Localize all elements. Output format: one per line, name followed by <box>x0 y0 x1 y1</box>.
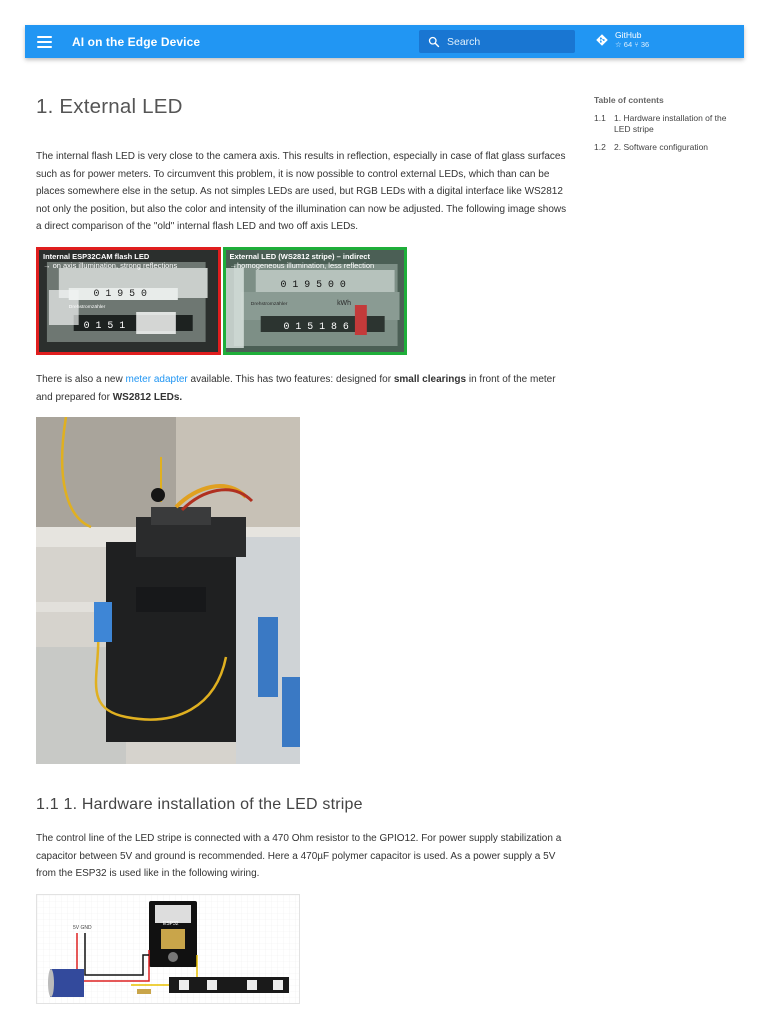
svg-text:Drehstromzähler: Drehstromzähler <box>250 301 287 308</box>
svg-text:ESP32: ESP32 <box>163 921 179 927</box>
toc-item-number: 1.1 <box>594 113 606 123</box>
led-comparison-image <box>36 247 407 355</box>
toc-item-software[interactable] <box>594 142 734 153</box>
menu-icon[interactable] <box>37 36 52 48</box>
adapter-paragraph: There is also a new meter adapter available. This has two features: designed for small clearings in front of the meter and prepared for WS2812 LEDs. <box>36 374 556 403</box>
section-heading-hardware: 1.1 1. Hardware installation of the LED stripe <box>36 796 363 813</box>
page-title: 1. External LED <box>36 95 183 118</box>
toc-item-hardware[interactable] <box>594 113 734 135</box>
svg-text:kWh: kWh <box>336 299 351 308</box>
internal-led-title: Internal ESP32CAM flash LED <box>43 252 150 261</box>
repo-stats: ☆ 64 ⑂ 36 <box>615 40 650 49</box>
search-box[interactable] <box>419 30 575 53</box>
github-repo-link[interactable] <box>595 30 649 49</box>
site-title[interactable]: AI on the Edge Device <box>72 34 201 49</box>
repo-name: GitHub <box>615 30 642 40</box>
svg-text:5V GND: 5V GND <box>73 925 92 931</box>
svg-text:0 1 9 5 0 0: 0 1 9 5 0 0 <box>280 278 346 291</box>
meter-adapter-photo <box>36 417 300 764</box>
svg-text:0 1 5 1: 0 1 5 1 <box>83 319 126 332</box>
intro-paragraph: The internal flash LED is very close to the camera axis. This results in reflection, especially in case of flat glass surfaces such as for power meters. To circumvent this problem, it is now possible to control external LEDs, which than can be places somewhere else in the setup. As not simples LEDs are used, but RGB LEDs with a digital interface like WS2812 not only the position, but also the color and intensity of the illumination can now be adjusted. The following image shows a direct comparison of the "old" internal flash LED and two off axis LEDs. <box>36 151 567 232</box>
external-led-photo <box>223 247 408 355</box>
top-app-bar <box>25 25 744 58</box>
svg-text:Drehstromzähler: Drehstromzähler <box>68 304 106 311</box>
external-led-title: External LED (WS2812 stripe) – indirect <box>229 252 370 261</box>
meter-adapter-link[interactable]: meter adapter <box>125 374 188 385</box>
toc-item-number: 1.2 <box>594 142 606 152</box>
hardware-paragraph: The control line of the LED stripe is connected with a 470 Ohm resistor to the GPIO12. For power supply stabilization a capacitor between 5V and ground is recommended. Here a 470µF polymer capacitor is used. As a power supply a 5V from the ESP32 is used like in the following wiring. <box>36 833 562 879</box>
internal-led-photo <box>36 247 221 355</box>
wiring-drawing <box>37 895 300 1004</box>
adapter-photo-drawing <box>36 417 300 764</box>
wiring-diagram <box>36 894 300 1004</box>
search-input[interactable] <box>447 36 557 48</box>
toc-item-label: 2. Software configuration <box>614 142 709 152</box>
search-icon <box>428 36 440 48</box>
table-of-contents <box>594 95 734 160</box>
git-icon <box>595 33 609 47</box>
svg-text:0 1 5 1 8 6: 0 1 5 1 8 6 <box>283 320 349 333</box>
internal-led-caption: → on axis illumination, strong reflections <box>43 261 178 270</box>
toc-title: Table of contents <box>594 95 664 105</box>
main-content <box>36 90 570 931</box>
external-led-caption: →homogeneous illumination, less reflection <box>229 261 375 270</box>
svg-text:0 1 9 5 0: 0 1 9 5 0 <box>93 287 147 300</box>
toc-item-label: 1. Hardware installation of the LED stripe <box>614 113 727 134</box>
